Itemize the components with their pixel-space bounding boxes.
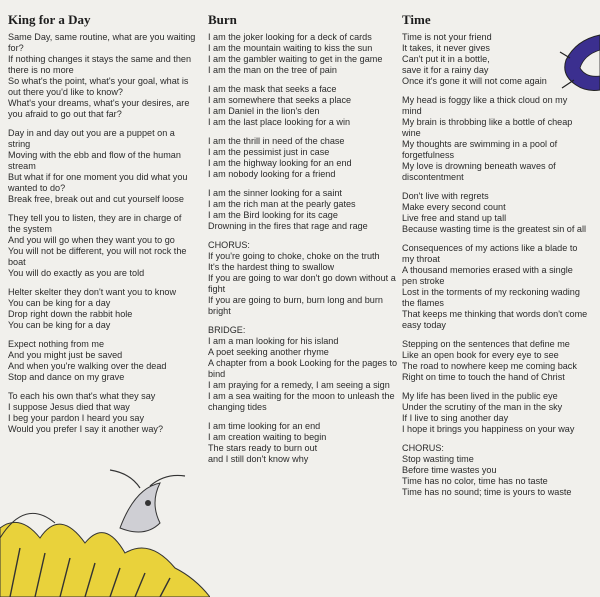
lyric-line: I am time looking for an end	[208, 421, 321, 431]
lyric-line: Would you prefer I say it another way?	[8, 424, 164, 434]
lyric-line: Once it's gone it will not come again	[402, 76, 547, 86]
lyric-line: And you might just be saved	[8, 350, 123, 360]
lyric-line: My life has been lived in the public eye	[402, 391, 558, 401]
lyric-line: Break free, break out and cut yourself loose	[8, 194, 184, 204]
lyric-line: Like an open book for every eye to see	[402, 350, 559, 360]
lyric-stanza	[208, 325, 398, 413]
lyric-line: If you are going to war don't go down without a fight	[208, 273, 396, 294]
lyric-stanza	[402, 243, 588, 331]
lyric-line: Same Day, same routine, what are you waiting for?	[8, 32, 196, 53]
lyric-line: I am the rich man at the pearly gates	[208, 199, 356, 209]
lyric-line: I am the thrill in need of the chase	[208, 136, 345, 146]
lyric-line: My brain is throbbing like a bottle of cheap wine	[402, 117, 573, 138]
lyric-line: You will not be different, you will not rock the boat	[8, 246, 187, 267]
song-title: Burn	[208, 12, 237, 27]
lyric-stanza	[208, 84, 398, 128]
lyric-line: Make every second count	[402, 202, 506, 212]
lyric-line: I am the last place looking for a win	[208, 117, 351, 127]
lyric-line: I hope it brings you happiness on your way	[402, 424, 575, 434]
lyric-line: You can be king for a day	[8, 298, 111, 308]
lyric-line: I am creation waiting to begin	[208, 432, 327, 442]
lyric-line: I am the Bird looking for its cage	[208, 210, 338, 220]
lyric-line: Lost in the torments of my reckoning wading the flames	[402, 287, 580, 308]
lyric-line: The road to nowhere keep me coming back	[402, 361, 577, 371]
lyric-line: BRIDGE:	[208, 325, 246, 335]
lyric-line: If you are going to burn, burn long and burn bright	[208, 295, 383, 316]
song-column-king-for-a-day	[8, 12, 196, 443]
lyric-line: Consequences of my actions like a blade to my throat	[402, 243, 578, 264]
lyric-line: and I still don't know why	[208, 454, 309, 464]
lyric-stanza	[402, 95, 588, 183]
lyric-line: A chapter from a book Looking for the pages to bind	[208, 358, 398, 379]
lyric-line: I am the gambler waiting to get in the game	[208, 54, 383, 64]
lyric-line: Helter skelter they don't want you to know	[8, 287, 177, 297]
lyric-line: That keeps me thinking that words don't come easy today	[402, 309, 588, 330]
lyric-line: Live free and stand up tall	[402, 213, 507, 223]
lyric-line: The stars ready to burn out	[208, 443, 318, 453]
lyric-stanza	[8, 213, 196, 279]
lyric-line: I am the mask that seeks a face	[208, 84, 337, 94]
lyric-line: I beg your pardon I heard you say	[8, 413, 144, 423]
lyric-line: Moving with the ebb and flow of the human stream	[8, 150, 181, 171]
lyric-line: Before time wastes you	[402, 465, 497, 475]
lyric-line: Time has no color, time has no taste	[402, 476, 548, 486]
lyric-line: Drop right down the rabbit hole	[8, 309, 133, 319]
lyric-line: It takes, it never gives	[402, 43, 490, 53]
lyric-stanza	[8, 32, 196, 120]
lyric-line: I am the joker looking for a deck of cards	[208, 32, 372, 42]
lyric-line: I am the man on the tree of pain	[208, 65, 337, 75]
lyric-line: My love is drowning beneath waves of discontentment	[402, 161, 556, 182]
song-column-burn	[208, 12, 398, 473]
lyric-line: You can be king for a day	[8, 320, 111, 330]
lyric-line: Stepping on the sentences that define me	[402, 339, 570, 349]
lyric-line: I am the pessimist just in case	[208, 147, 330, 157]
lyric-line: save it for a rainy day	[402, 65, 489, 75]
lyric-line: I am nobody looking for a friend	[208, 169, 336, 179]
lyric-line: Expect nothing from me	[8, 339, 105, 349]
lyric-stanza	[208, 421, 398, 465]
lyric-line: Don't live with regrets	[402, 191, 489, 201]
song-title: King for a Day	[8, 12, 91, 27]
lyric-line: They tell you to listen, they are in charge of the system	[8, 213, 182, 234]
lyric-line: And when you're walking over the dead	[8, 361, 167, 371]
lyric-stanza	[208, 240, 398, 317]
lyric-line: You will do exactly as you are told	[8, 268, 145, 278]
lyric-line: Can't put it in a bottle,	[402, 54, 490, 64]
lyric-line: A thousand memories erased with a single pen stroke	[402, 265, 573, 286]
lyric-stanza	[208, 32, 398, 76]
lyric-line: Stop wasting time	[402, 454, 474, 464]
lyric-line: What's your dreams, what's your desires, are you afraid to go out that far?	[8, 98, 190, 119]
lyric-stanza	[402, 443, 588, 498]
song-title: Time	[402, 12, 431, 27]
lyric-line: To each his own that's what they say	[8, 391, 156, 401]
lyric-line: I am the mountain waiting to kiss the sun	[208, 43, 373, 53]
lyric-line: CHORUS:	[208, 240, 250, 250]
lyric-line: If you're going to choke, choke on the truth	[208, 251, 380, 261]
lyric-line: Drowning in the fires that rage and rage	[208, 221, 368, 231]
lyric-stanza	[8, 339, 196, 383]
lyric-stanza	[208, 188, 398, 232]
lyric-line: I am a sea waiting for the moon to unleash the changing tides	[208, 391, 395, 412]
lyric-line: I am a man looking for his island	[208, 336, 339, 346]
lyric-line: I am the sinner looking for a saint	[208, 188, 342, 198]
lyric-line: And you will go when they want you to go	[8, 235, 175, 245]
lyric-stanza	[402, 391, 588, 435]
lyric-stanza	[8, 287, 196, 331]
lyric-line: Because wasting time is the greatest sin of all	[402, 224, 586, 234]
purple-creature-illustration	[556, 30, 600, 100]
lyric-line: So what's the point, what's your goal, what is out there you'd like to know?	[8, 76, 189, 97]
lyric-line: I am the highway looking for an end	[208, 158, 352, 168]
lyric-stanza	[402, 191, 588, 235]
lyric-line: It's the hardest thing to swallow	[208, 262, 335, 272]
lyric-line: I suppose Jesus died that way	[8, 402, 130, 412]
lyric-stanza	[8, 391, 196, 435]
lyric-stanza	[402, 339, 588, 383]
lyric-line: Right on time to touch the hand of Christ	[402, 372, 565, 382]
lyric-line: I am praying for a remedy, I am seeing a sign	[208, 380, 390, 390]
yellow-creature-illustration	[0, 468, 210, 597]
lyric-line: My head is foggy like a thick cloud on my mind	[402, 95, 568, 116]
lyric-line: If I live to sing another day	[402, 413, 509, 423]
lyric-line: CHORUS:	[402, 443, 444, 453]
lyric-line: I am somewhere that seeks a place	[208, 95, 352, 105]
lyric-line: If nothing changes it stays the same and then there is no more	[8, 54, 192, 75]
lyric-line: I am Daniel in the lion's den	[208, 106, 320, 116]
lyric-line: A poet seeking another rhyme	[208, 347, 329, 357]
lyric-line: My thoughts are swimming in a pool of forgetfulness	[402, 139, 558, 160]
lyric-line: Time has no sound; time is yours to waste	[402, 487, 572, 497]
lyric-line: Stop and dance on my grave	[8, 372, 125, 382]
lyric-stanza	[8, 128, 196, 205]
lyric-line: Under the scrutiny of the man in the sky	[402, 402, 563, 412]
lyric-line: But what if for one moment you did what you wanted to do?	[8, 172, 188, 193]
lyric-line: Time is not your friend	[402, 32, 492, 42]
lyric-stanza	[208, 136, 398, 180]
lyric-line: Day in and day out you are a puppet on a string	[8, 128, 175, 149]
